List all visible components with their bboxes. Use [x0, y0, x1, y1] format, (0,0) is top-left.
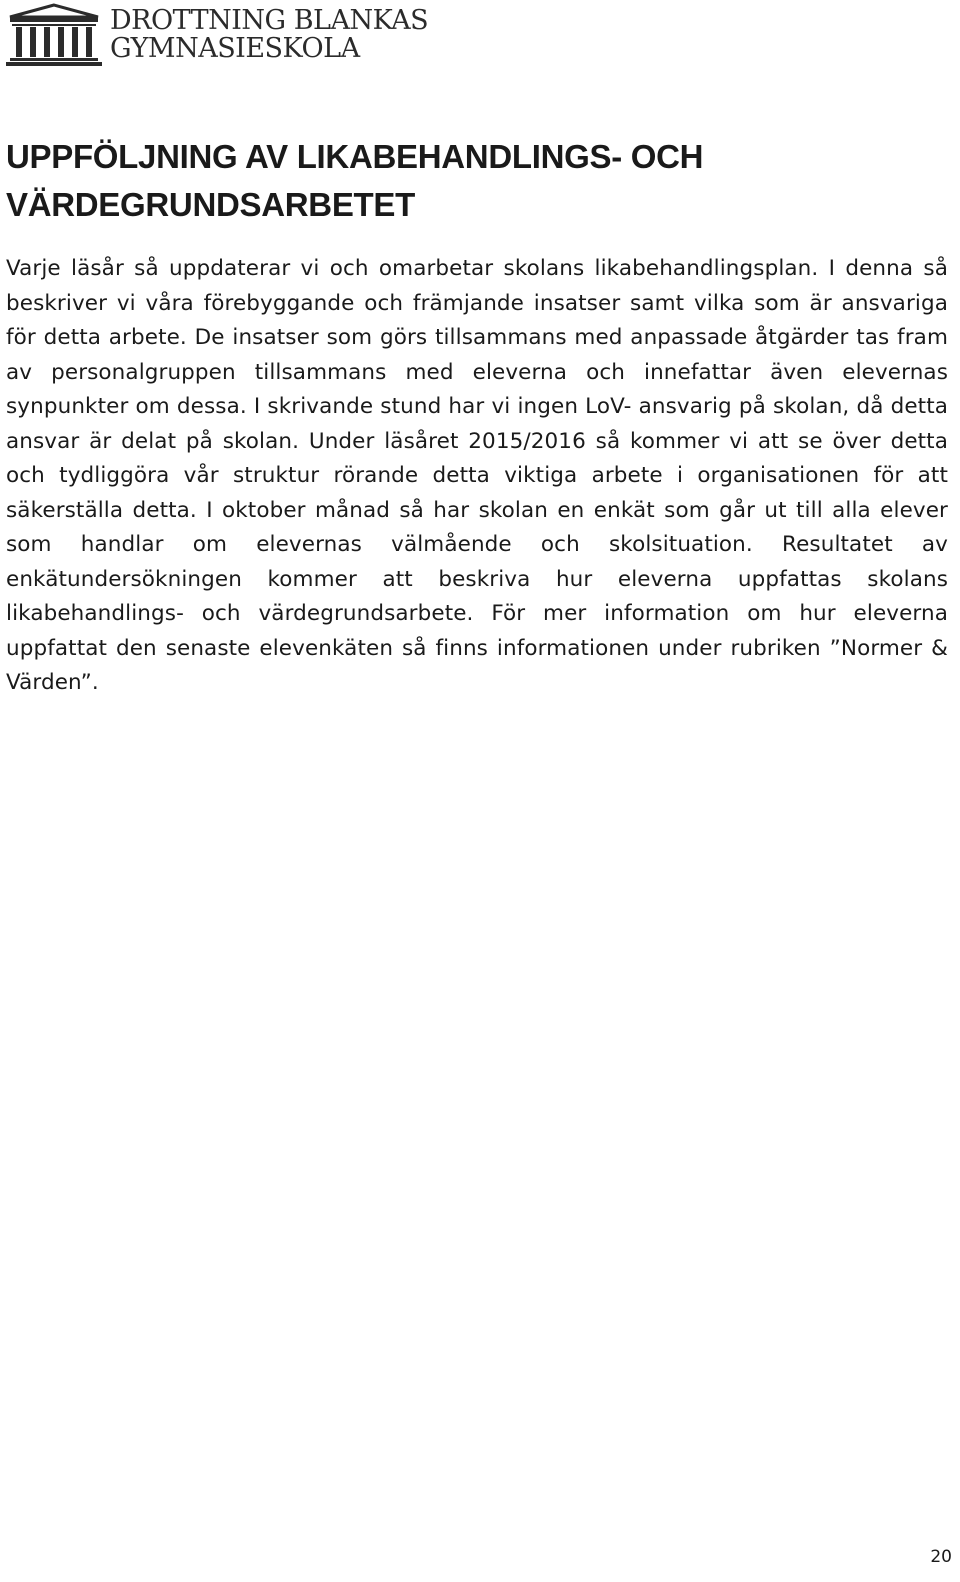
school-name	[110, 7, 428, 63]
greek-temple-columns-icon	[6, 3, 102, 67]
section-body: Varje läsår så uppdaterar vi och omarbetar skolans likabehandlingsplan. I denna så beskriver vi våra förebyggande och främjande insatser samt vilka som är ansvariga för detta arbete. De insatser som görs tillsammans med anpassade åtgärder tas fram av personalgruppen tillsammans med eleverna och innefattar även elevernas synpunkter om dessa. I skrivande stund har vi ingen LoV- ansvarig på skolan, då detta ansvar är delat på skolan. Under läsåret 2015/2016 så kommer vi att se över detta och tydliggöra vår struktur rörande detta viktiga arbete i organisationen för att säkerställa detta. I oktober månad så har skolan en enkät som går ut till alla elever som handlar om elevernas välmående och skolsituation. Resultatet av enkätundersökningen kommer att beskriva hur eleverna uppfattas skolans likabehandlings- och värdegrundsarbete. För mer information om hur eleverna uppfattat den senaste elevenkäten så finns informationen under rubriken ”Normer & Värden”.	[6, 256, 948, 695]
school-name-line2: GYMNASIESKOLA	[110, 33, 360, 64]
page-number: 20	[930, 1547, 952, 1567]
school-name-line1: DROTTNING BLANKAS	[110, 5, 429, 36]
section-title: UPPFÖLJNING AV LIKABEHANDLINGS- OCH VÄRDEGRUNDSARBETET	[6, 138, 704, 223]
school-logo	[6, 2, 428, 68]
